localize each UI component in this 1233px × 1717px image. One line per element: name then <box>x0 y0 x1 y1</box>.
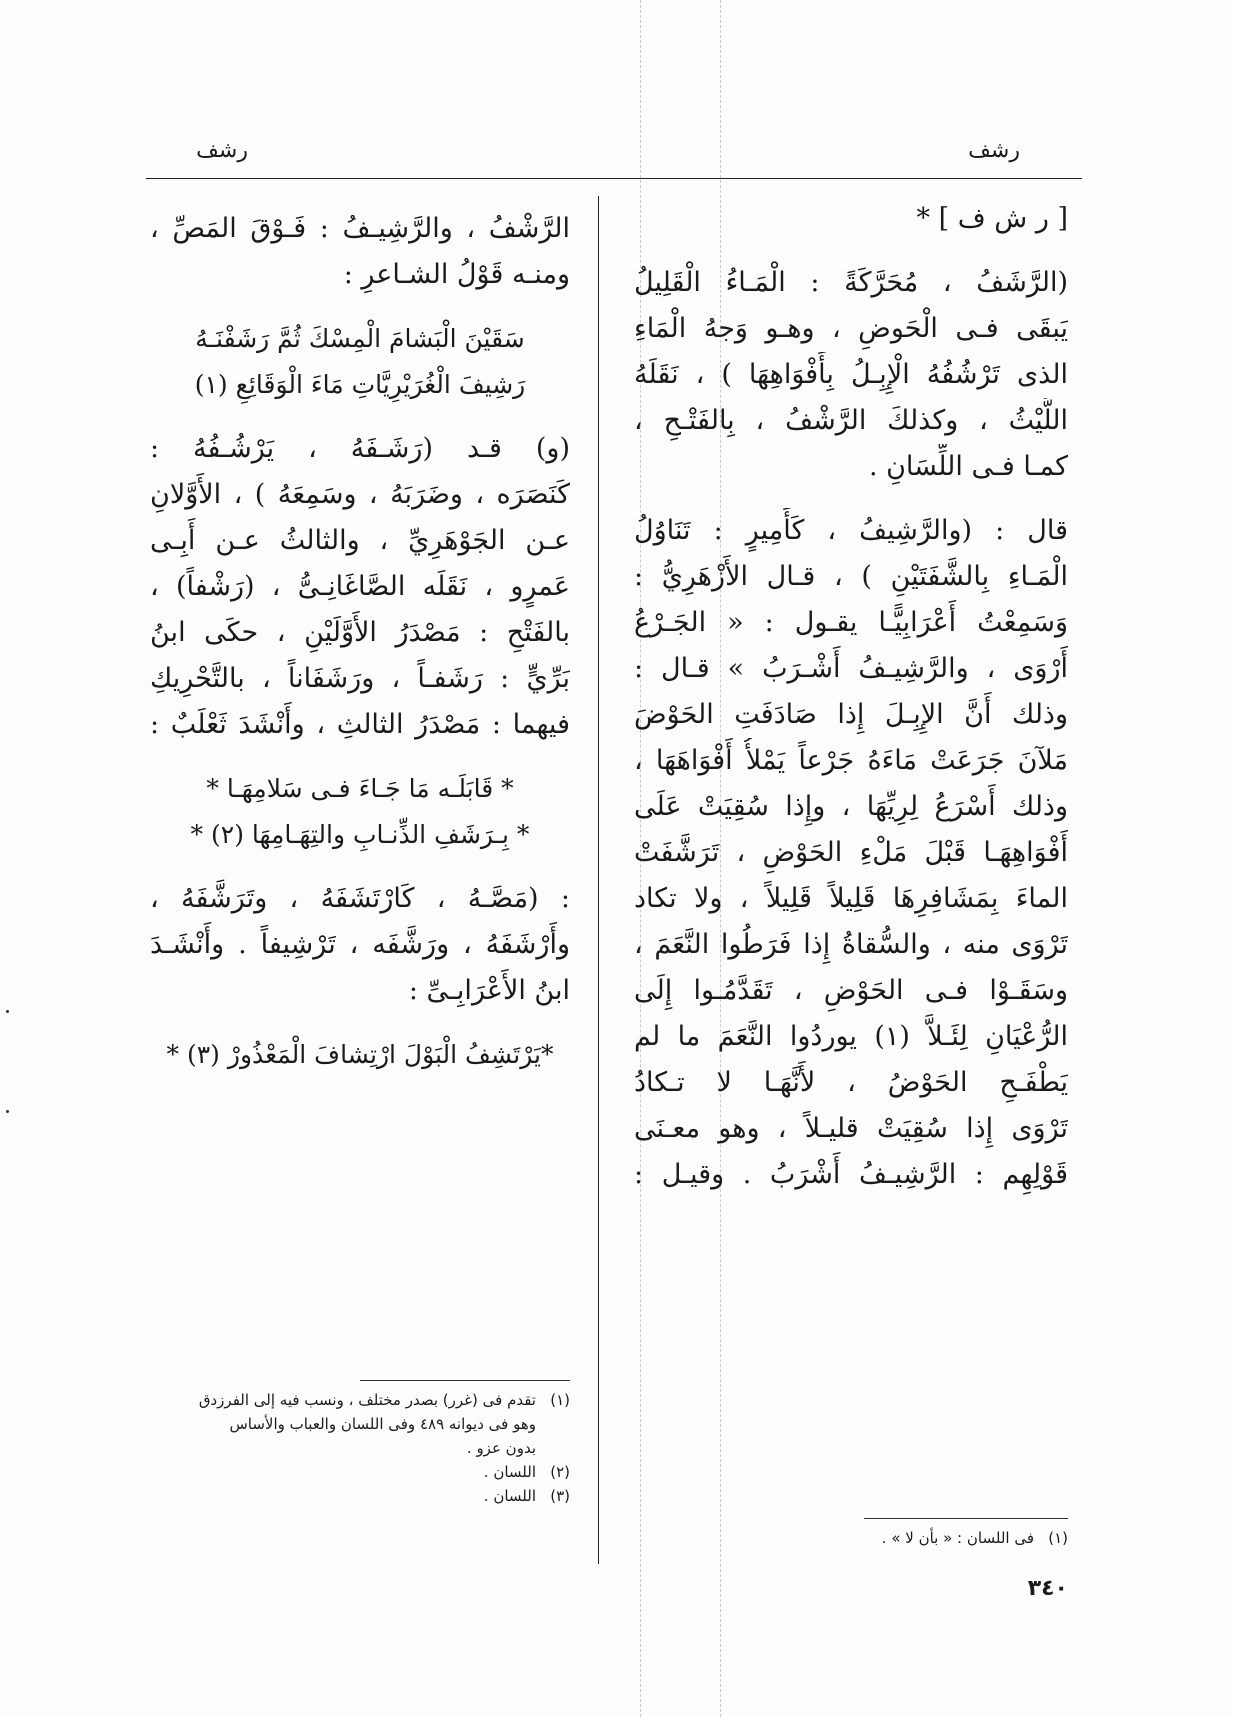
footnote-text: تقدم فى (غرر) بصدر مختلف ، ونسب فيه إلى الفرزدق <box>198 1391 536 1409</box>
footnote-number: (١) <box>1048 1529 1068 1547</box>
text-line: بالفَتْحِ : مَصْدَرُ الأَوَّلَيْنِ ، حكَى ابنُ <box>150 617 570 648</box>
footnote-text: اللسان . <box>483 1463 536 1481</box>
text-line: الرَّشْفُ ، والرَّشِيـفُ : فَـوْقَ المَصِّ ، <box>150 213 570 244</box>
footnote <box>150 1388 570 1412</box>
running-head-right: رشف <box>968 138 1020 163</box>
text-line: وذلك أَسْرَعُ لِرِيِّهَا ، وإِذا سُقِيَتْ عَلَى <box>634 791 1068 822</box>
left-column <box>150 206 570 1078</box>
text-line: الذى تَرْشُفُهُ الْإِبِـلُ بِأَفْوَاهِهَا ) ، نَقَلَهُ <box>634 359 1068 390</box>
text-line: الرُّعْيَانِ لِئَـلاَّ (١) يوردُوا النَّعَمَ ما لم <box>634 1021 1068 1052</box>
verse-line: سَقَيْنَ الْبَشامَ الْمِسْكَ ثُمَّ رَشَفْنَـهُ <box>195 324 525 353</box>
footnotes-right <box>760 1526 1068 1550</box>
scan-speck <box>6 1110 9 1113</box>
verse-line: رَشِيفَ الْغُرَيْرِيَّاتِ مَاءَ الْوَقَائِعِ (١) <box>194 370 526 399</box>
text-line: الْمَـاءِ بِالشَّفَتَيْنِ ) ، قـال الأَزْهَرِيُّ : <box>634 561 1068 592</box>
text-line: بَرِّيٍّ : رَشَفـاً ، ورَشَفَاناً ، بالتَّحْرِيكِ <box>150 663 570 694</box>
text-line: ابنُ الأَعْرَابِـىِّ : <box>408 975 570 1006</box>
text-line: ومنـه قَوْلُ الشـاعرِ : <box>343 259 570 290</box>
column-divider <box>598 196 599 1564</box>
footnote-rule <box>864 1518 1068 1519</box>
text-line: أَفْوَاهِهَـا قَبْلَ مَلْءِ الحَوْضِ ، تَرَشَّفَتْ <box>634 837 1068 868</box>
text-line: وسَقَـوْا فـى الحَوْضِ ، تَقَدَّمُـوا إِلَى <box>634 975 1068 1006</box>
footnote-text: فى اللسان : « بأن لا » . <box>881 1529 1034 1547</box>
verse-line: *يَرْتَشِفُ الْبَوْلَ ارْتِشافَ الْمَعْذُورْ (٣) * <box>166 1040 554 1069</box>
text-line: عَمرٍو ، نَقَلَه الصَّاغَانِـىُّ ، (رَشْفاً) ، <box>150 571 570 602</box>
text-line: (و) قـد (رَشَـفَهُ ، يَرْشُـفُهُ : <box>150 433 570 464</box>
header-rule <box>146 178 1082 179</box>
scan-speck <box>6 1010 9 1013</box>
footnote-rule <box>360 1380 570 1381</box>
footnote-number: (٢) <box>550 1463 570 1481</box>
text-line: الماءَ بِمَشَافِرِهَا قَلِيلاً قَلِيلاً ، ولا تكاد <box>634 883 1068 914</box>
footnotes-left <box>150 1388 570 1508</box>
text-line: أَرْوَى ، والرَّشِيـفُ أَشْـرَبُ » قـال : <box>634 653 1068 684</box>
text-line: عـن الجَوْهَرِيِّ ، والثالثُ عـن أَبِـى <box>150 525 570 556</box>
text-line: اللَّيْثُ ، وكذلكَ الرَّشْفُ ، بِالفَتْـحِ ، <box>634 405 1068 436</box>
text-line: فيهما : مَصْدَرُ الثالثِ ، وأَنْشَدَ ثَعْلَبٌ : <box>150 709 570 740</box>
text-line: قَوْلِهِم : الرَّشِيـفُ أَشْرَبُ . وقيـل : <box>634 1159 1068 1190</box>
text-line: وذلك أَنَّ الإِبِـلَ إِذا صَادَفَتِ الحَوْضَ <box>634 699 1068 730</box>
text-line: (الرَّشَفُ ، مُحَرَّكَةً : الْمَـاءُ الْقَلِيلُ <box>634 267 1068 298</box>
footnote-number: (٣) <box>550 1487 570 1505</box>
footnote-continuation: وهو فى ديوانه ٤٨٩ وفى اللسان والعباب والأساس <box>229 1415 536 1433</box>
verse-line: * بِـرَشَفِ الذِّنـابِ والتِهَـامِهَا (٢) * <box>190 820 530 849</box>
page-number: ٣٤٠ <box>1027 1576 1068 1601</box>
footnote-continuation: بدون عزو . <box>466 1439 536 1457</box>
text-line: : (مَصَّـهُ ، كَارْتَشَفَهُ ، وتَرَشَّفَهُ ، <box>150 883 570 914</box>
text-line: كمـا فـى اللِّسَانِ . <box>868 451 1068 482</box>
footnote-text: اللسان . <box>483 1487 536 1505</box>
text-line: وأَرْشَفَهُ ، ورَشَّفَه ، تَرْشِيفاً . وأَنْشَـدَ <box>150 929 570 960</box>
text-line: كَنَصَرَه ، وضَرَبَهُ ، وسَمِعَهُ ) ، الأَوَّلانِ <box>150 479 570 510</box>
text-line: تَرْوَى منه ، والسُّقاةُ إِذا فَرَطُوا النَّعَمَ ، <box>634 929 1068 960</box>
text-line: تَرْوَى إِذا سُقِيَتْ قليـلاً ، وهو معـنَى <box>634 1113 1068 1144</box>
text-line: مَلآنَ جَرَعَتْ مَاءَهُ جَرْعاً يَمْلأُ أَفْوَاهَهَا ، <box>634 745 1068 776</box>
footnote <box>150 1484 570 1508</box>
footnote-number: (١) <box>550 1391 570 1409</box>
text-line: يَبقَى فـى الْحَوضِ ، وهـو وَجهُ الْمَاءِ <box>634 313 1068 344</box>
verse-line: * قَابَلَـه مَا جَـاءَ فـى سَلامِهَـا * <box>206 774 514 803</box>
right-column <box>634 196 1068 1198</box>
text-line: يَطْفَـحِ الحَوْضُ ، لأَنَّهَـا لا تـكادُ <box>634 1067 1068 1098</box>
text-line: قال : (والرَّشِيفُ ، كَأَمِيرٍ : تَنَاوُلُ <box>634 515 1068 546</box>
entry-heading: [ ر ش ف ] * <box>916 203 1068 234</box>
footnote <box>150 1460 570 1484</box>
footnote <box>760 1526 1068 1550</box>
running-head-left: رشف <box>196 138 248 163</box>
text-line: وَسَمِعْتُ أَعْرَابِيًّـا يقـول : « الجَـرْعُ <box>634 607 1068 638</box>
